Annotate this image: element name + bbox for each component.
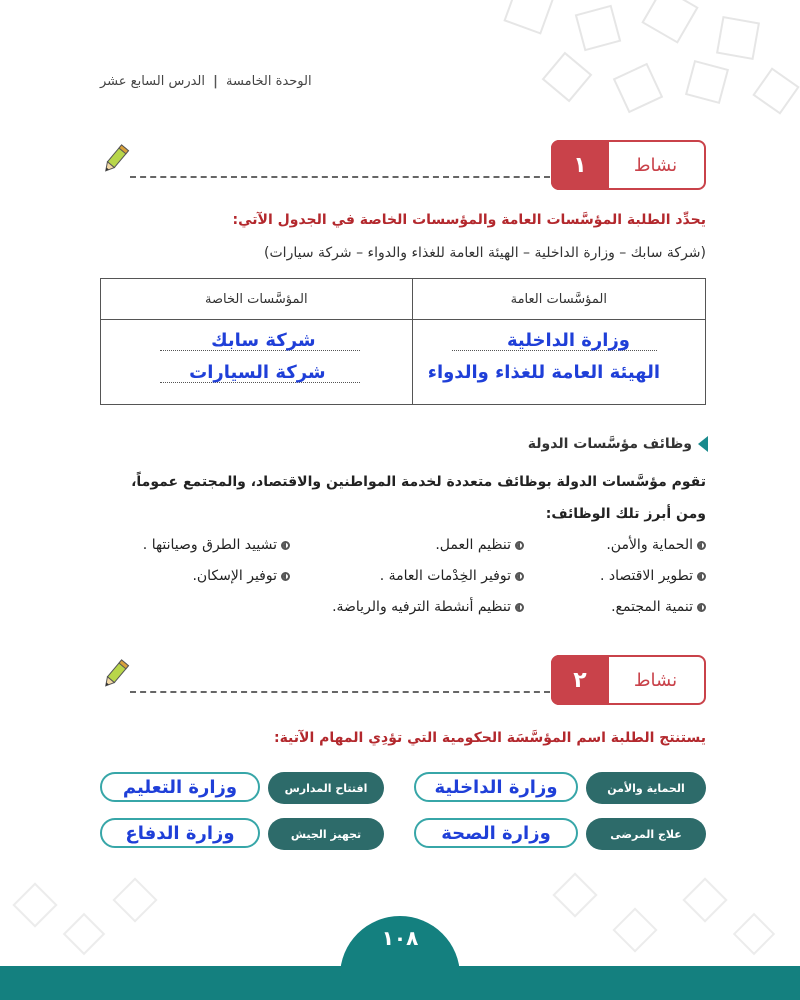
page-number: ١٠٨ bbox=[340, 916, 460, 986]
private-answers-cell[interactable] bbox=[101, 320, 413, 405]
function-item: توفير الإسكان. bbox=[192, 568, 290, 584]
pencil-icon bbox=[98, 142, 132, 176]
triangle-marker-icon bbox=[698, 436, 708, 452]
functions-intro-line-1: تقوم مؤسَّسات الدولة بوظائف متعددة لخدمة المواطنين والاقتصاد، والمجتمع عموماً، bbox=[131, 474, 706, 490]
functions-intro-line-2: ومن أبرز تلك الوظائف: bbox=[545, 506, 706, 522]
task-answer-schools[interactable]: وزارة التعليم bbox=[100, 772, 260, 802]
bullet-icon bbox=[697, 541, 706, 550]
activity-1-question: يحدِّد الطلبة المؤسَّسات العامة والمؤسسات الخاصة في الجدول الآتي: bbox=[232, 212, 706, 228]
private-answer-1: شركة سابك bbox=[211, 330, 316, 351]
activity-2-dashed-line bbox=[130, 691, 550, 693]
table-header-public: المؤسَّسات العامة bbox=[412, 279, 705, 320]
bullet-icon bbox=[515, 541, 524, 550]
pencil-icon bbox=[98, 657, 132, 691]
bullet-icon bbox=[697, 572, 706, 581]
activity-1-options: (شركة سابك – وزارة الداخلية – الهيئة العامة للغذاء والدواء – شركة سيارات) bbox=[264, 245, 706, 261]
functions-title-text: وظائف مؤسَّسات الدولة bbox=[527, 436, 692, 452]
activity-2-label: نشاط bbox=[633, 669, 678, 691]
table-header-private: المؤسَّسات الخاصة bbox=[101, 279, 413, 320]
task-label-army: تجهيز الجيش bbox=[268, 818, 384, 850]
function-item: توفير الخِدْمات العامة . bbox=[380, 568, 524, 584]
activity-2-banner bbox=[551, 655, 706, 705]
task-answer-patients[interactable]: وزارة الصحة bbox=[414, 818, 578, 848]
institutions-table bbox=[100, 278, 706, 405]
activity-2-number: ٢ bbox=[551, 655, 609, 705]
activity-2-question: يستنتج الطلبة اسم المؤسَّسَة الحكومية التي تؤدِي المهام الآتية: bbox=[273, 730, 706, 746]
task-answer-security[interactable]: وزارة الداخلية bbox=[414, 772, 578, 802]
activity-1-number: ١ bbox=[551, 140, 609, 190]
function-item: تنظيم العمل. bbox=[435, 537, 524, 553]
task-label-schools: افتتاح المدارس bbox=[268, 772, 384, 804]
activity-1-label: نشاط bbox=[633, 154, 678, 176]
public-answers-cell[interactable] bbox=[412, 320, 705, 405]
unit-lesson-header bbox=[100, 74, 312, 89]
public-answer-1: وزارة الداخلية bbox=[506, 330, 630, 351]
public-answer-2: الهيئة العامة للغذاء والدواء bbox=[427, 362, 660, 383]
private-answer-2: شركة السيارات bbox=[189, 362, 326, 383]
bullet-icon bbox=[515, 603, 524, 612]
header-separator: | bbox=[213, 74, 218, 89]
task-answer-army[interactable]: وزارة الدفاع bbox=[100, 818, 260, 848]
function-item: تنظيم أنشطة الترفيه والرياضة. bbox=[332, 599, 524, 615]
function-item: تشييد الطرق وصيانتها . bbox=[143, 537, 290, 553]
functions-section-title bbox=[528, 436, 708, 452]
bullet-icon bbox=[697, 603, 706, 612]
bullet-icon bbox=[515, 572, 524, 581]
task-label-patients: علاج المرضى bbox=[586, 818, 706, 850]
lesson-title: الدرس السابع عشر bbox=[100, 74, 206, 89]
function-item: تطوير الاقتصاد . bbox=[600, 568, 706, 584]
function-item: الحماية والأمن. bbox=[606, 537, 706, 553]
bullet-icon bbox=[281, 541, 290, 550]
unit-title: الوحدة الخامسة bbox=[226, 74, 312, 89]
decorative-pattern-top bbox=[470, 0, 800, 120]
task-label-security: الحماية والأمن bbox=[586, 772, 706, 804]
bullet-icon bbox=[281, 572, 290, 581]
function-item: تنمية المجتمع. bbox=[611, 599, 706, 615]
activity-1-banner bbox=[551, 140, 706, 190]
activity-1-dashed-line bbox=[130, 176, 550, 178]
